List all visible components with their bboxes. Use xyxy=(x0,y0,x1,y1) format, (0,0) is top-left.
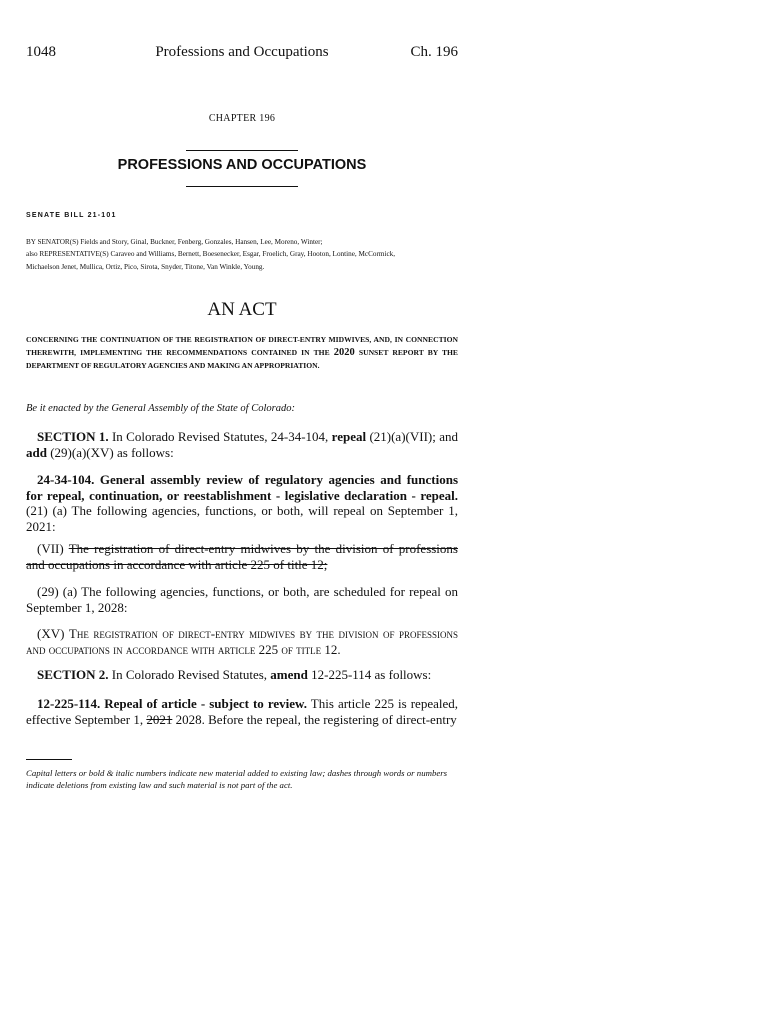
section-1-add: add xyxy=(26,444,47,460)
statute-12-225-114 xyxy=(26,696,458,727)
statute-24-heading: 24-34-104. General assembly review of regulatory agencies and functions for repeal, continuation, or reestablishment - legislative declaration - repeal. xyxy=(26,472,458,503)
item-29-paragraph xyxy=(26,584,458,615)
item-vii-paragraph xyxy=(26,541,458,572)
item-xv-text-b: of title xyxy=(278,641,325,657)
section-2-label: SECTION 2. xyxy=(37,667,109,682)
sponsors-line-1: BY SENATOR(S) Fields and Story, Ginal, Buckner, Fenberg, Gonzales, Hansen, Lee, Moreno, Winter; xyxy=(26,238,323,246)
chapter-reference: Ch. 196 xyxy=(410,44,458,60)
section-1-text-a: In Colorado Revised Statutes, 24-34-104, xyxy=(108,429,332,444)
item-xv-number-2: 12 xyxy=(324,641,338,657)
sponsors-line-3: Michaelson Jenet, Mullica, Ortiz, Pico, Sirota, Snyder, Titone, Van Winkle, Young. xyxy=(26,262,265,271)
item-vii-label: (VII) xyxy=(37,541,69,556)
item-xv-end: . xyxy=(337,641,341,657)
title-rule-top xyxy=(186,150,298,151)
statute-24-text: (21) (a) The following agencies, functions, or both, will repeal on September 1, 2021: xyxy=(26,503,458,534)
statute-24-34-104 xyxy=(26,472,458,534)
section-2-amend: amend xyxy=(270,667,308,682)
footnote-rule xyxy=(26,759,72,760)
statute-12-text-b: 2028. Before the repeal, the registering of direct-entry xyxy=(172,711,457,727)
section-2-text-b: 12-225-114 as follows: xyxy=(307,667,432,682)
section-1-label: SECTION 1. xyxy=(37,429,109,444)
section-1-repeal: repeal xyxy=(331,429,367,444)
title-rule-bottom xyxy=(186,186,298,187)
section-1-text-b: (21)(a)(VII); and xyxy=(366,429,458,444)
item-xv-number-1: 225 xyxy=(258,641,279,657)
sponsors-line-2: also REPRESENTATIVE(S) Caraveo and Williams, Bernett, Boesenecker, Esgar, Froelich, Gray, Hooton, Lontine, McCormick, xyxy=(26,250,396,259)
section-1-paragraph xyxy=(26,429,458,460)
concerning-clause xyxy=(26,333,458,373)
concerning-tail: SUNSET REPORT BY THE DEPARTMENT OF REGULATORY AGENCIES AND MAKING AN APPROPRIATION. xyxy=(26,348,459,371)
item-xv-paragraph xyxy=(26,626,458,657)
section-2-paragraph xyxy=(26,667,458,683)
footnote: Capital letters or bold & italic numbers indicate new material added to existing law; dashes through words or numbers indicate deletions from existing law and such material is not part of the act. xyxy=(26,768,448,790)
enacting-clause: Be it enacted by the General Assembly of the State of Colorado: xyxy=(26,403,295,414)
running-title: Professions and Occupations xyxy=(155,44,329,60)
item-29-text: (29) (a) The following agencies, functions, or both, are scheduled for repeal on September 1, 2028: xyxy=(26,584,458,615)
sponsors-block xyxy=(26,236,461,273)
item-vii-struck-text: The registration of direct-entry midwives by the division of professions and occupations in accordance with article 225 of title 12; xyxy=(26,541,458,572)
page-title: PROFESSIONS AND OCCUPATIONS xyxy=(117,157,367,173)
concerning-lead: CONCERNING THE CONTINUATION OF THE REGISTRATION OF DIRECT-ENTRY MIDWIVES, AND, IN CONNECTION THEREWITH, IMPLEMENTING THE RECOMMENDATIONS CONTAINED IN THE xyxy=(26,335,458,358)
section-1-text-c: (29)(a)(XV) as follows: xyxy=(46,444,174,460)
statute-12-text-a: This article 225 is repealed, effective September 1, xyxy=(26,696,458,727)
item-xv-text-a: The registration of direct-entry midwives by the division of professions and occupations in accordance with article xyxy=(26,626,459,657)
page-number: 1048 xyxy=(26,44,56,60)
item-xv-label: (XV) xyxy=(37,626,69,641)
chapter-label: CHAPTER 196 xyxy=(208,113,276,124)
statute-12-heading: 12-225-114. Repeal of article - subject to review. xyxy=(37,696,307,711)
act-heading: AN ACT xyxy=(207,299,277,320)
section-2-text-a: In Colorado Revised Statutes, xyxy=(108,667,271,682)
statute-12-struck-year: 2021 xyxy=(146,711,173,727)
bill-label: SENATE BILL 21-101 xyxy=(26,212,117,219)
concerning-year: 2020 xyxy=(333,347,355,359)
